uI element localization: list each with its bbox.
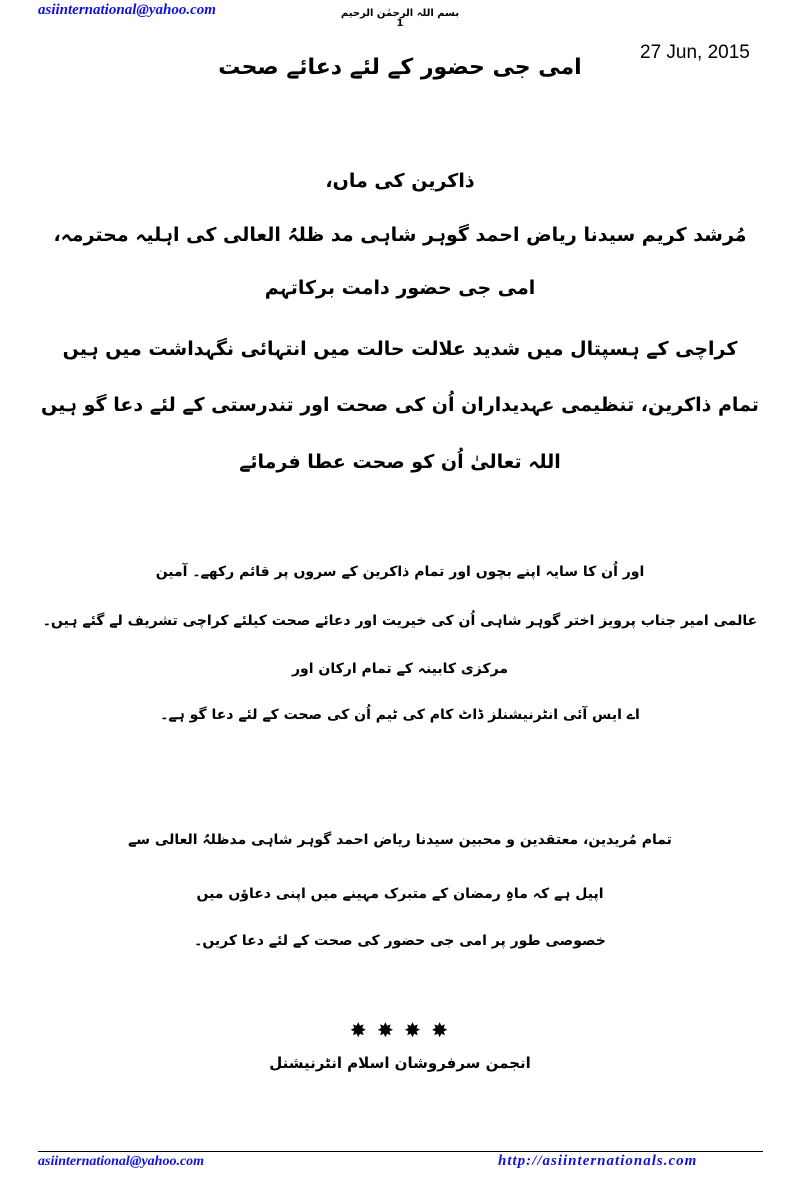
secondary-line: مرکزی کابینہ کے تمام ارکان اور <box>292 661 508 677</box>
secondary-line: اے ایس آئی انٹرنیشنلز ڈاٹ کام کی ٹیم اُن کی صحت کے لئے دعا گو ہے۔ <box>160 707 640 723</box>
document-date: 27 Jun, 2015 <box>640 42 750 63</box>
document-title: امی جی حضور کے لئے دعائے صحت <box>218 55 582 80</box>
eight-point-star-icon: ✸ <box>431 1018 451 1042</box>
footer-website-link[interactable]: http://asiinternationals.com <box>498 1153 698 1169</box>
eight-point-star-icon: ✸ <box>349 1018 369 1042</box>
main-line: مُرشد کریم سیدنا ریاض احمد گوہر شاہی مد ظلہُ العالی کی اہلیہ محترمہ، <box>53 224 747 246</box>
organization-name: انجمن سرفروشان اسلام انٹرنیشنل <box>269 1054 531 1072</box>
page-number: 1 <box>396 18 404 29</box>
ornament-row <box>0 1018 800 1042</box>
bismillah-heading: بسم اللہ الرحمٰن الرحیم <box>340 8 460 19</box>
secondary-line: اور اُن کا سایہ اپنے بچوں اور تمام ذاکرین کے سروں پر قائم رکھے۔ آمین <box>155 564 645 580</box>
eight-point-star-icon: ✸ <box>404 1018 423 1042</box>
main-line: ذاکرین کی ماں، <box>325 170 475 192</box>
main-line: کراچی کے ہسپتال میں شدید علالت حالت میں انتہائی نگہداشت میں ہیں <box>62 338 738 360</box>
main-line: اللہ تعالیٰ اُن کو صحت عطا فرمائے <box>239 451 561 473</box>
main-line: تمام ذاکرین، تنظیمی عہدیداران اُن کی صحت اور تندرستی کے لئے دعا گو ہیں <box>41 394 759 416</box>
footer-divider <box>38 1151 763 1152</box>
footer-email-link[interactable]: asiinternational@yahoo.com <box>38 1154 205 1169</box>
eight-point-star-icon: ✸ <box>377 1018 396 1042</box>
secondary-line: عالمی امیر جناب پرویز اختر گوہر شاہی اُن کی خیریت اور دعائے صحت کیلئے کراچی تشریف لے گئے ہیں۔ <box>42 613 758 629</box>
main-line: امی جی حضور دامت برکاتہم <box>264 277 536 299</box>
appeal-line: تمام مُریدین، معتقدین و محبین سیدنا ریاض احمد گوہر شاہی مدظلہُ العالی سے <box>128 832 672 848</box>
appeal-line: اپیل ہے کہ ماہِ رمضان کے متبرک مہینے میں اپنی دعاؤں میں <box>196 886 604 902</box>
header-email-link[interactable]: asiinternational@yahoo.com <box>38 2 216 18</box>
appeal-line: خصوصی طور پر امی جی حضور کی صحت کے لئے دعا کریں۔ <box>194 933 606 949</box>
